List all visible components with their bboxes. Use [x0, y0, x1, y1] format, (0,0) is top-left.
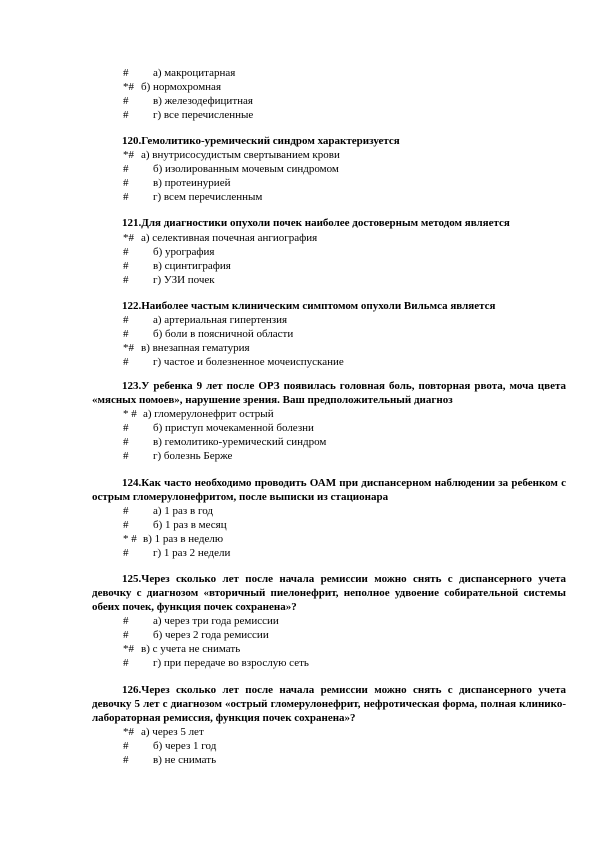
question-title: 122.Наиболее частым клиническим симптомом опухоли Вильмса является [122, 300, 496, 312]
option-text: б) нормохромная [141, 81, 221, 93]
option-text: б) приступ мочекаменной болезни [153, 422, 314, 434]
option-marker: # [123, 519, 129, 531]
option-marker: *# [123, 726, 134, 738]
option-text: в) гемолитико-уремический синдром [153, 436, 327, 448]
option-marker: # [123, 109, 129, 121]
option-marker: * # [123, 533, 137, 545]
option-text: в) сцинтиграфия [153, 260, 231, 272]
option-text: б) через 2 года ремиссии [153, 629, 269, 641]
option-marker: # [123, 67, 129, 79]
question-title: 123.У ребенка 9 лет после ОРЗ появилась головная боль, повторная рвота, моча цвета «мясных помоев», нарушение зрения. Ваш предположительный диагноз [92, 380, 566, 406]
option-marker: # [123, 505, 129, 517]
option-marker: # [123, 356, 129, 368]
option-text: г) болезнь Берже [153, 450, 233, 462]
option-text: в) железодефицитная [153, 95, 253, 107]
option-text: б) 1 раз в месяц [153, 519, 227, 531]
option-text: г) частое и болезненное мочеиспускание [153, 356, 344, 368]
option-marker: # [123, 328, 129, 340]
option-text: а) через 5 лет [141, 726, 204, 738]
option-marker: # [123, 274, 129, 286]
option-marker: *# [123, 232, 134, 244]
option-marker: # [123, 754, 129, 766]
option-marker: *# [123, 81, 134, 93]
option-text: а) макроцитарная [153, 67, 236, 79]
option-text: а) 1 раз в год [153, 505, 213, 517]
option-text: б) через 1 год [153, 740, 217, 752]
option-text: б) урография [153, 246, 215, 258]
option-marker: * # [123, 408, 137, 420]
option-marker: *# [123, 149, 134, 161]
question-title: 124.Как часто необходимо проводить ОАМ при диспансерном наблюдении за ребенком с острым гломерулонефритом, после выписки из стационара [92, 477, 566, 503]
option-marker: # [123, 615, 129, 627]
option-text: б) изолированным мочевым синдромом [153, 163, 339, 175]
option-text: г) всем перечисленным [153, 191, 263, 203]
option-marker: # [123, 314, 129, 326]
option-marker: # [123, 191, 129, 203]
question-title: 126.Через сколько лет после начала ремиссии можно снять с диспансерного учета девочку 5 лет с диагнозом «острый гломерулонефрит, нефротическая форма, полная клинико-лабораторная ремиссия, функция почек сохранена»? [92, 684, 566, 724]
option-text: г) УЗИ почек [153, 274, 215, 286]
question-title: 120.Гемолитико-уремический синдром характеризуется [122, 135, 400, 147]
option-marker: # [123, 629, 129, 641]
option-marker: # [123, 95, 129, 107]
option-text: а) гломерулонефрит острый [143, 408, 274, 420]
option-text: в) с учета не снимать [141, 643, 241, 655]
question-title: 125.Через сколько лет после начала ремиссии можно снять с диспансерного учета девочку с диагнозом «вторичный пиелонефрит, неполное удвоение собирательной системы обеих почек, функция почек сохранена»? [92, 573, 566, 613]
option-text: в) 1 раз в неделю [143, 533, 224, 545]
option-marker: # [123, 163, 129, 175]
option-text: г) при передаче во взрослую сеть [153, 657, 309, 669]
option-text: а) внутрисосудистым свертыванием крови [141, 149, 340, 161]
option-marker: # [123, 260, 129, 272]
option-text: г) все перечисленные [153, 109, 254, 121]
option-marker: *# [123, 342, 134, 354]
option-marker: # [123, 246, 129, 258]
option-marker: # [123, 436, 129, 448]
option-marker: # [123, 740, 129, 752]
option-text: в) протеинурией [153, 177, 231, 189]
option-marker: *# [123, 643, 134, 655]
option-marker: # [123, 422, 129, 434]
option-text: а) артериальная гипертензия [153, 314, 288, 326]
option-marker: # [123, 657, 129, 669]
option-text: г) 1 раз 2 недели [153, 547, 231, 559]
option-marker: # [123, 450, 129, 462]
option-text: а) через три года ремиссии [153, 615, 279, 627]
option-marker: # [123, 177, 129, 189]
option-text: б) боли в поясничной области [153, 328, 294, 340]
question-title: 121.Для диагностики опухоли почек наиболее достоверным методом является [122, 217, 510, 229]
option-text: в) внезапная гематурия [141, 342, 250, 354]
option-text: а) селективная почечная ангиография [141, 232, 318, 244]
option-text: в) не снимать [153, 754, 217, 766]
option-marker: # [123, 547, 129, 559]
